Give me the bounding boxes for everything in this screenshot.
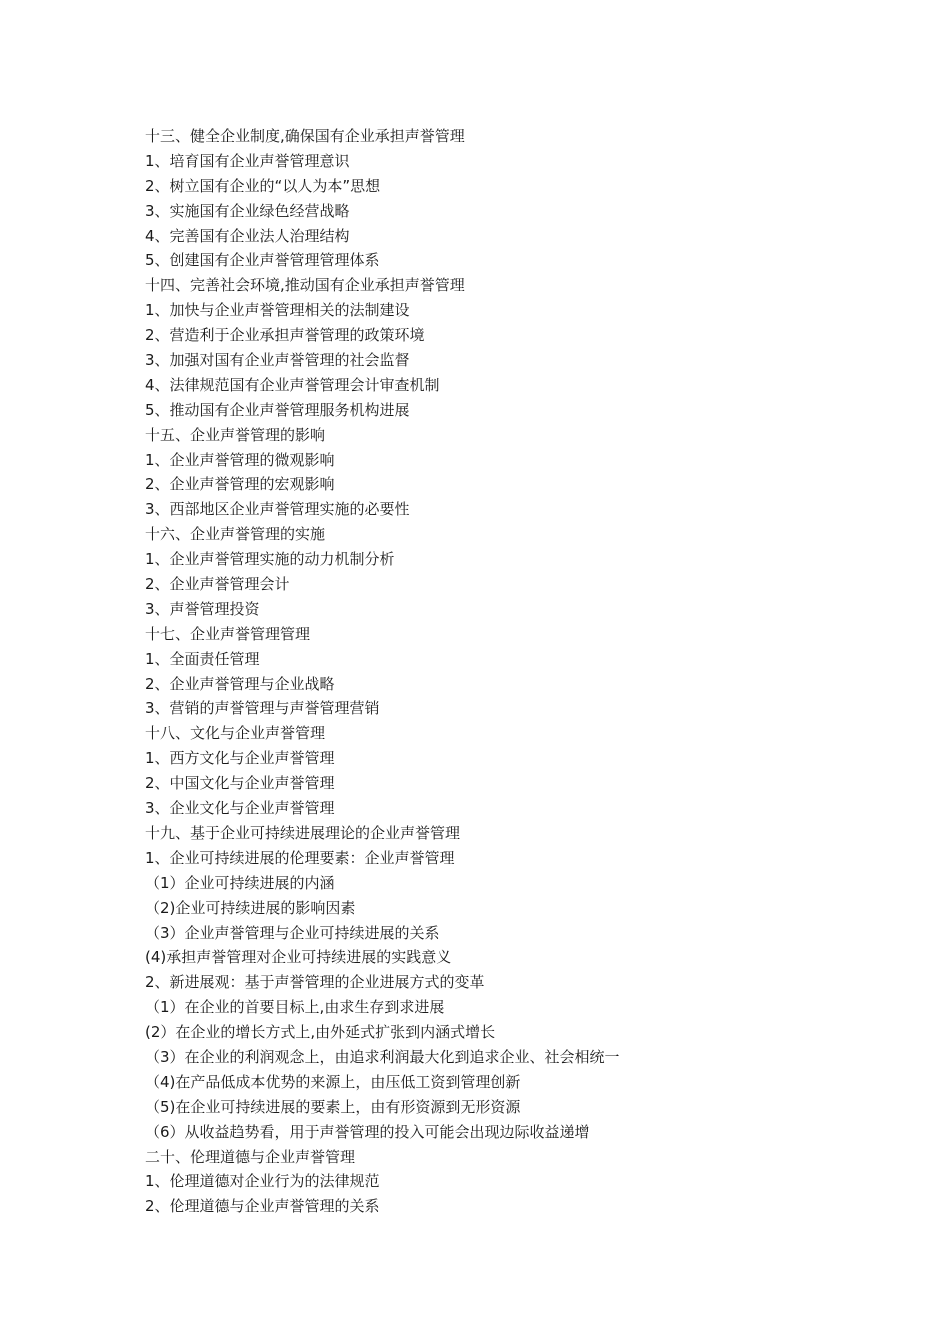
list-item: 5、创建国有企业声誉管理管理体系 bbox=[145, 251, 380, 270]
list-item: 2、企业声誉管理与企业战略 bbox=[145, 674, 335, 693]
list-item: 2、树立国有企业的“以人为本”思想 bbox=[145, 176, 381, 195]
sub-list-item: (2）在企业的增长方式上,由外延式扩张到内涵式增长 bbox=[145, 1023, 496, 1042]
list-item: 1、伦理道德对企业行为的法律规范 bbox=[145, 1172, 380, 1191]
list-item: 3、实施国有企业绿色经营战略 bbox=[145, 201, 350, 220]
list-item: 3、企业文化与企业声誉管理 bbox=[145, 799, 335, 818]
list-item: 3、西部地区企业声誉管理实施的必要性 bbox=[145, 500, 410, 519]
document-body bbox=[145, 124, 885, 1219]
section-heading-18: 十八、文化与企业声誉管理 bbox=[145, 724, 326, 743]
list-item: 2、营造利于企业承担声誉管理的政策环境 bbox=[145, 326, 425, 345]
sub-list-item: （3）企业声誉管理与企业可持续进展的关系 bbox=[145, 923, 440, 942]
sub-list-item: （1）企业可持续进展的内涵 bbox=[145, 873, 335, 892]
list-item: 5、推动国有企业声誉管理服务机构进展 bbox=[145, 400, 410, 419]
list-item: 2、企业声誉管理的宏观影响 bbox=[145, 475, 335, 494]
list-item: 1、企业可持续进展的伦理要素：企业声誉管理 bbox=[145, 848, 455, 867]
list-item: 2、伦理道德与企业声誉管理的关系 bbox=[145, 1197, 380, 1216]
list-item: 2、新进展观：基于声誉管理的企业进展方式的变革 bbox=[145, 973, 485, 992]
sub-list-item: （4)在产品低成本优势的来源上，由压低工资到管理创新 bbox=[145, 1072, 521, 1091]
list-item: 3、营销的声誉管理与声誉管理营销 bbox=[145, 699, 380, 718]
section-heading-14: 十四、完善社会环境,推动国有企业承担声誉管理 bbox=[145, 276, 465, 295]
sub-list-item: （5)在企业可持续进展的要素上，由有形资源到无形资源 bbox=[145, 1097, 521, 1116]
sub-list-item: （2)企业可持续进展的影响因素 bbox=[145, 898, 356, 917]
section-heading-16: 十六、企业声誉管理的实施 bbox=[145, 525, 326, 544]
list-item: 3、加强对国有企业声誉管理的社会监督 bbox=[145, 351, 410, 370]
list-item: 2、企业声誉管理会计 bbox=[145, 575, 290, 594]
sub-list-item: (4)承担声誉管理对企业可持续进展的实践意义 bbox=[145, 948, 452, 967]
sub-list-item: （1）在企业的首要目标上,由求生存到求进展 bbox=[145, 998, 445, 1017]
list-item: 4、完善国有企业法人治理结构 bbox=[145, 226, 350, 245]
sub-list-item: （3）在企业的利润观念上，由追求利润最大化到追求企业、社会相统一 bbox=[145, 1047, 620, 1066]
list-item: 1、西方文化与企业声誉管理 bbox=[145, 749, 335, 768]
section-heading-17: 十七、企业声誉管理管理 bbox=[145, 624, 311, 643]
section-heading-20: 二十、伦理道德与企业声誉管理 bbox=[145, 1147, 356, 1166]
sub-list-item: （6）从收益趋势看，用于声誉管理的投入可能会出现边际收益递增 bbox=[145, 1122, 590, 1141]
section-heading-13: 十三、健全企业制度,确保国有企业承担声誉管理 bbox=[145, 127, 465, 145]
list-item: 1、培育国有企业声誉管理意识 bbox=[145, 151, 350, 170]
list-item: 4、法律规范国有企业声誉管理会计审查机制 bbox=[145, 375, 440, 394]
list-item: 1、加快与企业声誉管理相关的法制建设 bbox=[145, 301, 410, 320]
section-heading-15: 十五、企业声誉管理的影响 bbox=[145, 425, 326, 444]
list-item: 3、声誉管理投资 bbox=[145, 599, 260, 618]
list-item: 2、中国文化与企业声誉管理 bbox=[145, 774, 335, 793]
list-item: 1、全面责任管理 bbox=[145, 649, 260, 668]
list-item: 1、企业声誉管理的微观影响 bbox=[145, 450, 335, 469]
list-item: 1、企业声誉管理实施的动力机制分析 bbox=[145, 550, 395, 569]
section-heading-19: 十九、基于企业可持续进展理论的企业声誉管理 bbox=[145, 823, 461, 842]
